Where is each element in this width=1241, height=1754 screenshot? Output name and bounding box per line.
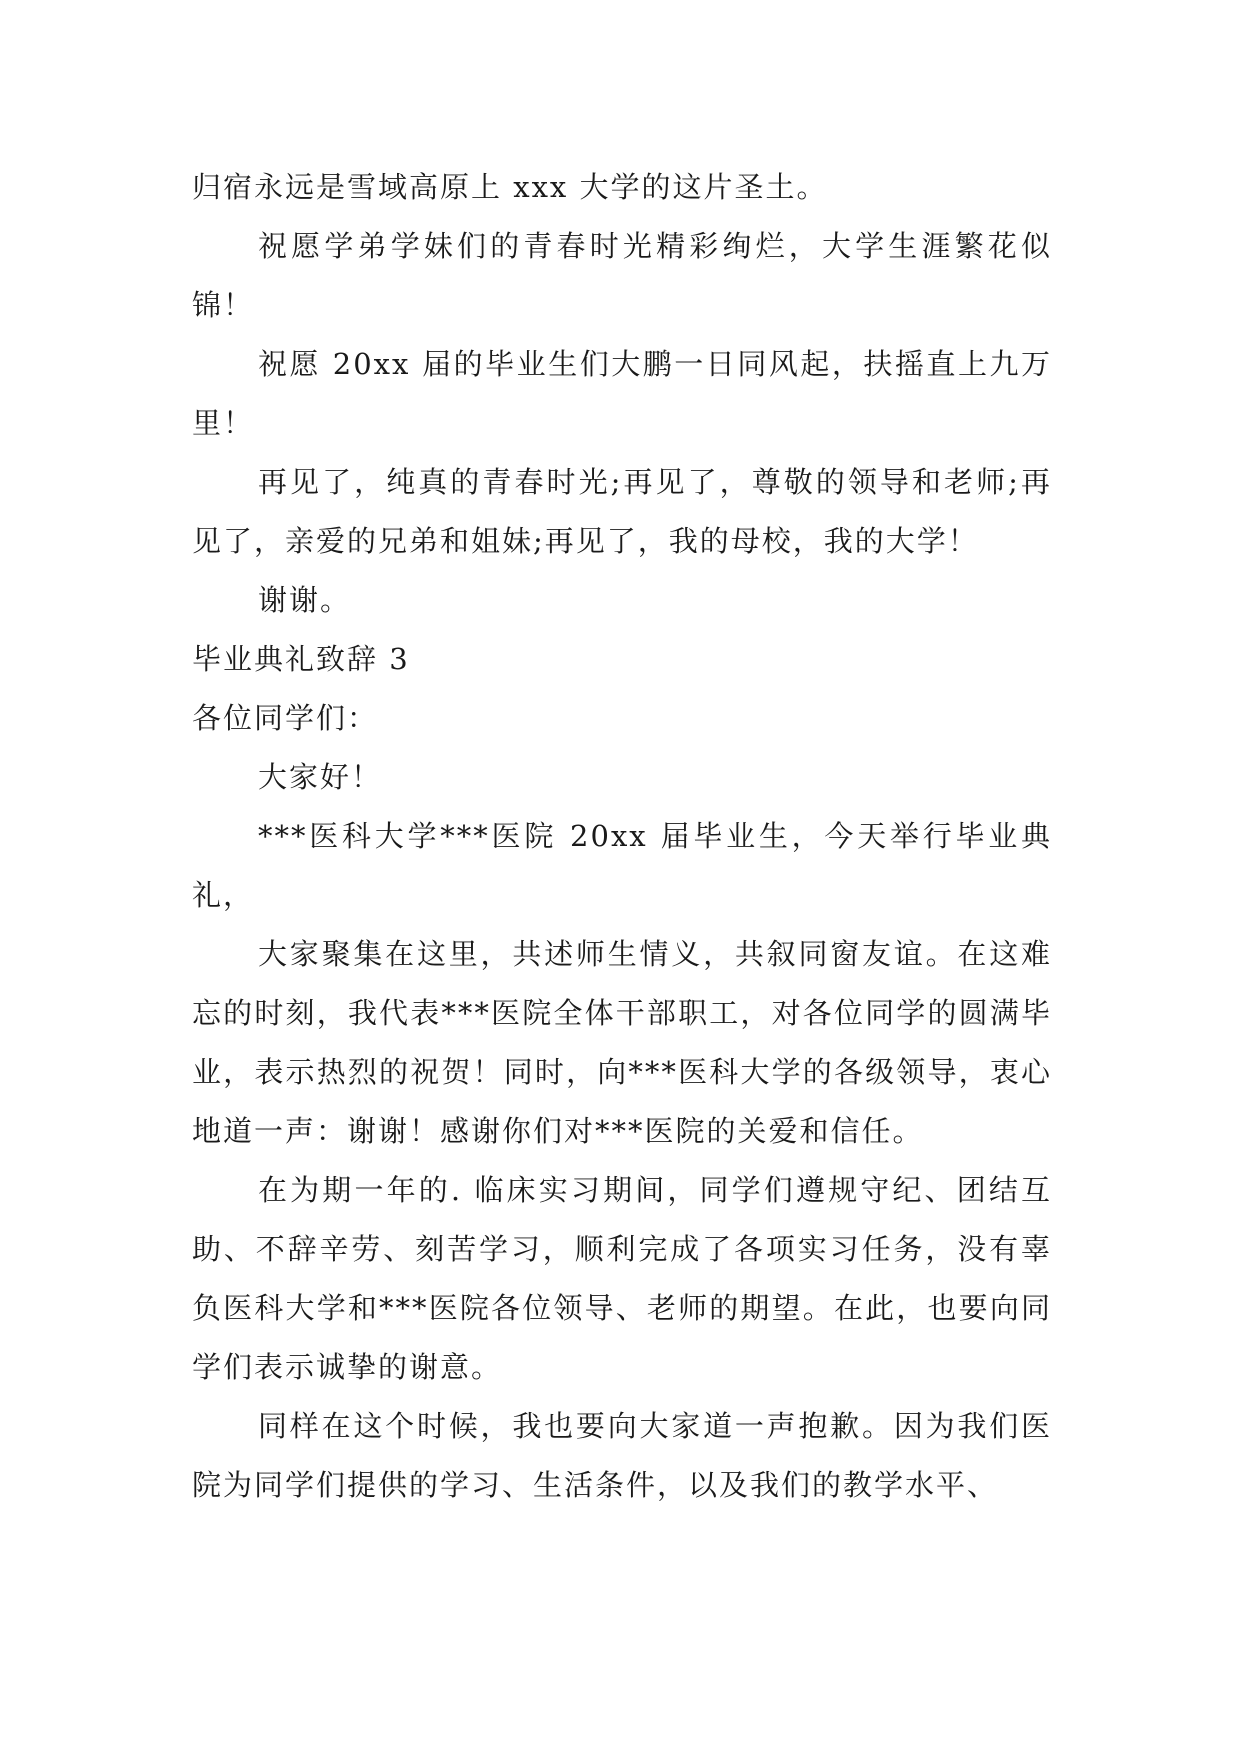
paragraph-closing-line: 归宿永远是雪域高原上 xxx 大学的这片圣土。 [192,170,828,204]
paragraph-thanks: 谢谢。 [258,583,352,617]
paragraph-apology: 同样在这个时候，我也要向大家道一声抱歉。因为我们医院为同学们提供的学习、生活条件，以及我们的教学水平、 [192,1409,1052,1502]
paragraph-wish-juniors: 祝愿学弟学妹们的青春时光精彩绚烂，大学生涯繁花似锦！ [192,229,1052,322]
document-body [192,158,1052,1515]
paragraph-ceremony-intro: ***医科大学***医院 20xx 届毕业生，今天举行毕业典礼， [192,819,1052,912]
paragraph-internship: 在为期一年的. 临床实习期间，同学们遵规守纪、团结互助、不辞辛劳、刻苦学习，顺利完成了各项实习任务，没有辜负医科大学和***医院各位领导、老师的期望。在此，也要向同学们表示诚挚的谢意。 [192,1173,1052,1384]
section-heading: 毕业典礼致辞 3 [192,642,410,676]
paragraph-wish-graduates: 祝愿 20xx 届的毕业生们大鹏一日同风起，扶摇直上九万里！ [192,347,1052,440]
paragraph-congratulations: 大家聚集在这里，共述师生情义，共叙同窗友谊。在这难忘的时刻，我代表***医院全体干部职工，对各位同学的圆满毕业，表示热烈的祝贺！同时，向***医科大学的各级领导，衷心地道一声：谢谢！感谢你们对***医院的关爱和信任。 [192,937,1052,1148]
greeting: 大家好！ [258,760,383,794]
paragraph-farewell: 再见了，纯真的青春时光;再见了，尊敬的领导和老师;再见了，亲爱的兄弟和姐妹;再见了，我的母校，我的大学！ [192,465,1052,558]
salutation: 各位同学们： [192,701,379,735]
